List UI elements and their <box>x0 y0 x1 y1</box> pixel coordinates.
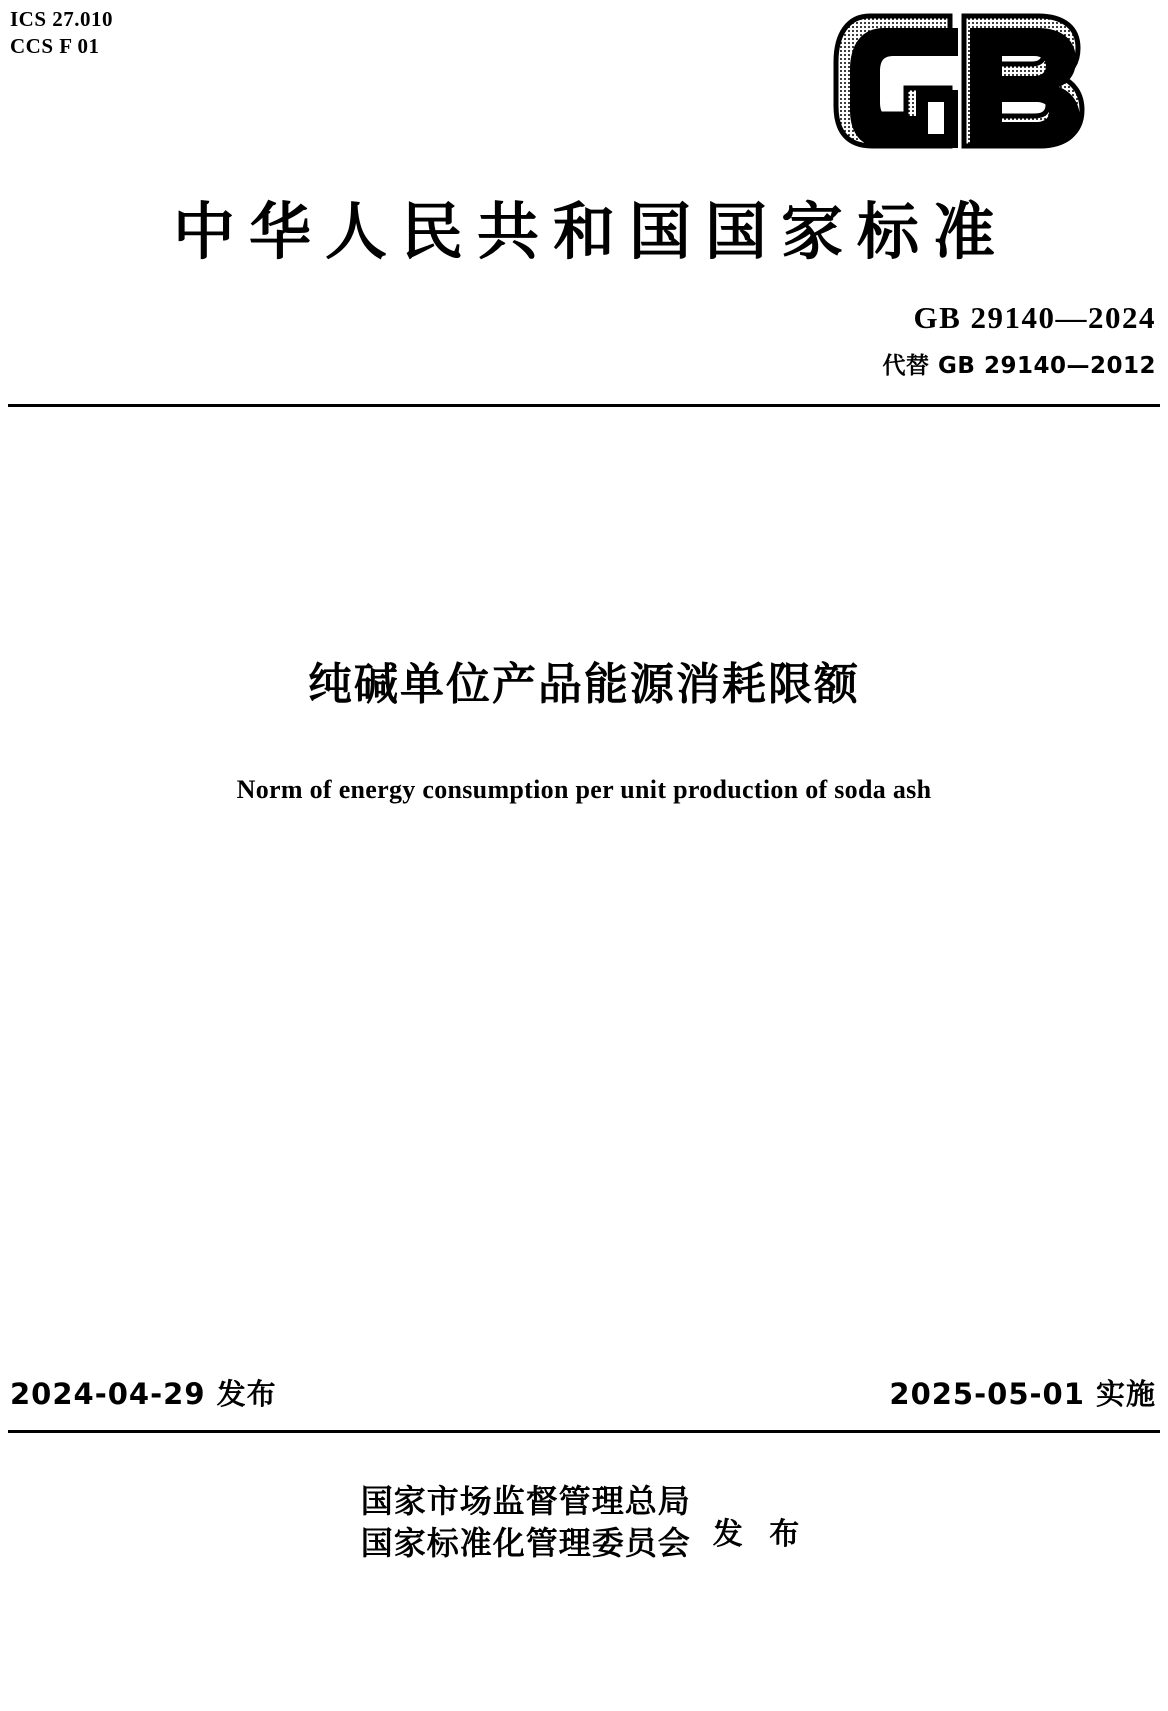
issue-word: 发 布 <box>712 1517 808 1553</box>
publisher-organizations <box>361 1480 691 1564</box>
ics-code: ICS 27.010 <box>10 7 114 31</box>
document-title-chinese: 纯碱单位产品能源消耗限额 <box>308 659 860 710</box>
publisher-line-2: 国家标准化管理委员会 <box>360 1524 691 1563</box>
replaces-label: 代替 <box>882 353 930 379</box>
standard-number-block <box>883 300 1156 380</box>
ccs-code: CCS F 01 <box>10 33 100 58</box>
issue-date: 2024-04-29 发布 <box>10 1377 277 1411</box>
standard-replaces <box>883 347 1156 380</box>
national-standard-heading: 中华人民共和国国家标准 <box>172 195 1009 268</box>
classification-codes <box>10 6 113 60</box>
publisher-line-1: 国家市场监督管理总局 <box>360 1482 691 1520</box>
replaces-value: GB 29140—2012 <box>938 353 1156 379</box>
top-divider <box>8 404 1160 407</box>
document-title-english: Norm of energy consumption per unit production of soda ash <box>236 775 932 804</box>
effective-date: 2025-05-01 实施 <box>889 1377 1156 1411</box>
publisher-block <box>0 1480 1168 1564</box>
standard-number: GB 29140—2024 <box>913 300 1156 335</box>
bottom-divider <box>8 1430 1160 1433</box>
gb-logo-icon <box>832 10 1090 150</box>
